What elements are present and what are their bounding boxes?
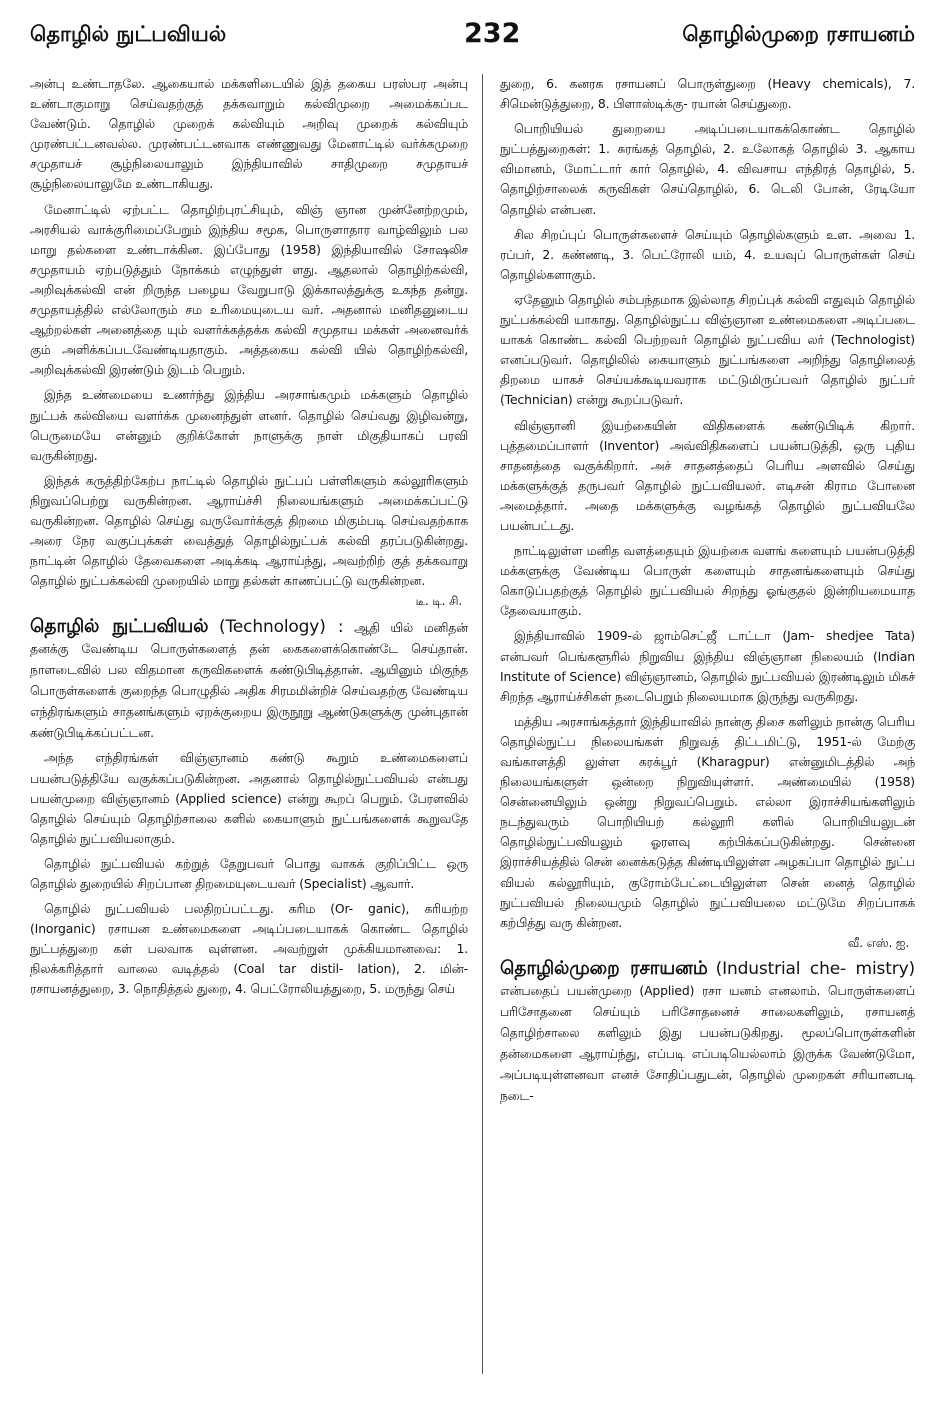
- paragraph-text: மத்திய அரசாங்கத்தார் இந்தியாவில் நான்கு திசை களிலும் நான்கு பெரிய தொழில்நுட்ப நிலையங்கள் நிறுவத் திட்டமிட்டு, 1951-ல் மேற்கு வங்காளத்தி லுள்ள கரக்பூர் (Kharagpur) என்னுமிடத்தில் அந் நிலையங்களுள் ஒன்றை நிறுவியுள்ளர். அண்மையில் (1958) சென்னையிலும் ஒன்று நிறுவப்பெறும். எல்லா இராச்சியங்களிலும் நடந்துவரும் பொறியியற் கல்லூரி களில் பொறியியலுடன் தொழில்நுட்பவியலும் ஓரளவு கற்பிக்கப்படுகின்றது. சென்னை இராச்சியத்தில் சென் னைக்கடுத்த கிண்டியிலுள்ள அழகப்பா தொழில் நுட்ப வியல் கல்லூரியும், குரோம்பேட்டையிலுள்ள சென் னைத் தொழில் நுட்பவியல் நிலையமும் தொழில் நுட்பவியலை மட்டுமே சிறப்பாகக் கற்பித்து வரு கின்றன.: [500, 713, 915, 930]
- paragraph: ஏதேனும் தொழில் சம்பந்தமாக இல்லாத சிறப்புக் கல்வி எதுவும் தொழில் நுட்பக்கல்வி யாகாது. தொழில்நுட்ப விஞ்ஞான உண்மைகளை அடிப்படை யாகக் கொண்ட கல்வி பெற்றவர் தொழில் நுட்பவிய லர் (Technologist) எனப்படுவர். தொழிலில் கையாளும் நுட்பங்களை அறிந்து தொழிலைத் திறமை யாகச் செய்யக்கூடியவராக மட்டுமிருப்பவர் தொழில் நுட்பர் (Technician) என்று கூறப்படுவர்.: [500, 291, 915, 408]
- paragraph: அந்த எந்திரங்கள் விஞ்ஞானம் கண்டு கூறும் உண்மைகளைப் பயன்படுத்தியே வகுக்கப்படுகின்றன. அதனால் தொழில்நுட்பவியல் என்பது பயன்முறை விஞ்ஞானம் (Applied science) என்று கூறப் பெறும். பேரளவில் தொழில் செய்யும் தொழிற்சாலை களில் கையாளும் நுட்பங்களைக் கூறுவதே தொழில் நுட்பவியலாகும்.: [30, 750, 468, 846]
- two-column-body: [30, 74, 915, 1404]
- page-header: [30, 18, 915, 62]
- running-head-left: தொழில் நுட்பவியல்: [30, 22, 227, 46]
- paragraph: விஞ்ஞானி இயற்கையின் விதிகளைக் கண்டுபிடிக் கிறார். புத்தமைப்பாளர் (Inventor) அவ்விதிகளைப் பயன்படுத்தி, ஒரு புதிய சாதனத்தை வகுக்கிறார். அச் சாதனத்தைப் பெரிய அளவில் செய்து மக்களுக்குத் தருபவர் தொழில் நுட்பவியலர். எடிசன் கிராம போனை அமைத்தார். அதை மக்களுக்கு வழங்கத் தொழில் நுட்பவியலே பயன்பட்டது.: [500, 417, 915, 533]
- paragraph: அன்பு உண்டாதலே. ஆகையால் மக்களிடையில் இத் தகைய பரஸ்பர அன்பு உண்டாகுமாறு செய்வதற்குத் தக்கவாறும் கல்விமுறை அமைக்கப்பட வேண்டும். தொழில் முறைக் கல்வியும் அறிவு முறைக் கல்வியும் முரண்பட்டனவல்ல. முரண்பட்டனவாக எண்ணுவது மேனாட்டில் வர்க்கமுறை சமுதாயச் சூழ்நிலையாலும் இந்தியாவில் சாதிமுறை சமுதாயச் சூழ்நிலையாலுமே உண்டாகியது.: [30, 76, 468, 192]
- paragraph-text: இந்தக் கருத்திற்கேற்ப நாட்டில் தொழில் நுட்பப் பள்ளிகளும் கல்லூரிகளும் நிறுவப்பெற்று வருகின்றன. ஆராய்ச்சி நிலையங்களும் அமைக்கப்பட்டு வருகின்றன. தொழில் செய்து வருவோர்க்குத் திறமை மிகும்படி செய்வதற்காக அரை நேர வகுப்புக்கள் வைத்துத் தொழில்நுட்பக் கல்வி தரப்படுகின்றது. நாட்டின் தொழில் தேவைகளை அடிக்கடி ஆராய்ந்து, அவற்றிற் குத் தக்கவாறு தொழில் நுட்பக்கல்வி முறையில் மாறு தல்கள் காணப்பட்டு வருகின்றன.: [30, 472, 468, 589]
- left-column: [30, 74, 468, 1404]
- paragraph: தொழில் நுட்பவியல் கற்றுத் தேறுபவர் பொது வாகக் குறிப்பிட்ட ஒரு தொழில் துறையில் சிறப்பான திறமையுடையவர் (Specialist) ஆவார்.: [30, 855, 468, 891]
- entry-headword-english: (Technology) :: [218, 617, 344, 638]
- paragraph: இந்தியாவில் 1909-ல் ஜாம்செட்ஜீ டாட்டா (Jam- shedjee Tata) என்பவர் பெங்களூரில் நிறுவிய இந்திய விஞ்ஞான நிலையம் (Indian Institute of Science) விஞ்ஞானம், தொழில் நுட்பவியல் இரண்டிலும் மிகச் சிறந்த ஆராய்ச்சிகள் நடைபெறும் நிலையமாக இருந்து வருகிறது.: [500, 628, 915, 704]
- entry-first-paragraph: [500, 958, 915, 1106]
- entry-first-paragraph: [30, 616, 468, 743]
- paragraph: பொறியியல் துறையை அடிப்படையாகக்கொண்ட தொழில் நுட்பத்துறைகள்: 1. சுரங்கத் தொழில், 2. உலோகத் தொழில் 3. ஆகாய விமானம், மோட்டார் கார் தொழில், 4. விவசாய எந்திரத் தொழில், 5. தொழிற்சாலைக் கருவிகள் செய்தொழில், 6. டெலி போன், ரேடியோ தொழில் என்பன.: [500, 121, 915, 217]
- entry-headword-english: (Industrial che- mistry): [715, 958, 915, 979]
- page-number: 232: [464, 18, 521, 49]
- author-initials: வீ. எஸ். ஐ.: [847, 935, 909, 950]
- paragraph: தொழில் நுட்பவியல் பலதிறப்பட்டது. கரிம (Or- ganic), கரியற்ற (Inorganic) ரசாயன உண்மைகளை அடிப்படையாகக் கொண்ட தொழில் நுட்பத்துறை கள் பலவாக வுள்ளன. அவற்றுள் முக்கியமானவை: 1. நிலக்கரித்தார் வாலை வடித்தல் (Coal tar distil- lation), 2. மின்-ரசாயனத்துறை, 3. நொதித்தல் துறை, 4. பெட்ரோலியத்துறை, 5. மருந்து செய்: [30, 901, 468, 997]
- encyclopedia-entry-industrial-chemistry: [500, 958, 915, 1106]
- paragraph: இந்த உண்மையை உணர்ந்து இந்திய அரசாங்கமும் மக்களும் தொழில் நுட்பக் கல்வியை வளர்க்க முனைந்துள் ளனர். தொழில் செய்வது இழிவன்று, பெருமையே என்னும் குறிக்கோள் நாளுக்கு நாள் மிகுதியாகப் பரவி வருகின்றது.: [30, 387, 468, 463]
- entry-headword: தொழில் நுட்பவியல்: [30, 616, 209, 638]
- right-column: [500, 74, 915, 1404]
- paragraph: துறை, 6. கனரக ரசாயனப் பொருள்துறை (Heavy chemicals), 7. சிமென்டுத்துறை, 8. பிளாஸ்டிக்கு- ரயான் செய்துறை.: [500, 76, 915, 112]
- paragraph: நாட்டிலுள்ள மனித வளத்தையும் இயற்கை வளங் களையும் பயன்படுத்தி மக்களுக்கு வேண்டிய பொருள் களையும் சாதனங்களையும் செய்து கொடுப்பதற்குத் தொழில் நுட்பவியல் சிறந்து ஓங்குதல் இன்றியமையாத தேவையாகும்.: [500, 543, 915, 619]
- encyclopedia-entry-technology: [30, 616, 468, 999]
- running-head-right: தொழில்முறை ரசாயனம்: [682, 22, 915, 46]
- column-divider: [482, 74, 483, 1374]
- paragraph: [30, 471, 468, 612]
- paragraph: மேனாட்டில் ஏற்பட்ட தொழிற்புரட்சியும், விஞ் ஞான முன்னேற்றமும், அரசியல் வாக்குரிமைப்பேறும் இந்திய சமூக, பொருளாதார வாழ்விலும் பல மாறு தல்களை உண்டாக்கின. இப்போது (1958) இந்தியாவில் சோஷலிச சமுதாயம் ஏற்படுத்தும் நோக்கம் எழுந்துள் ளது. ஆதலால் தொழிற்கல்வி, அறிவுக்கல்வி என் றிருந்த பழைய வேறுபாடு இக்காலத்துக்கு உகந்த தன்று. சமுதாயத்தில் எல்லோரும் சம உரிமையுடைய வர். அதனால் மனிதனுடைய ஆற்றல்கள் அனைத்தை யும் வளர்க்கத்தக்க கல்வி சமுதாய மக்கள் அனைவர்க் கும் அளிக்கப்படவேண்டியதாகும். அத்தகைய கல்வி யில் தொழிற்கல்வி, அறிவுக்கல்வி இரண்டும் இடம் பெறும்.: [30, 201, 468, 378]
- author-initials: டீ. டி. சி.: [415, 594, 462, 609]
- entry-text: ஆதி யில் மனிதன் தனக்கு வேண்டிய பொருள்களைத் தன் கைகளைக்கொண்டே செய்தான். நாளடைவில் பல விதமான கருவிகளைக் கண்டுபிடித்தான். ஆயினும் மிகுந்த பொருள்களைக் குறைந்த பொழுதில் அதிக சிரமமின்றிச் செய்வதற்கு வேண்டிய எந்திரங்களும் சாதனங்களும் ஏறக்குறைய இருநூறு ஆண்டுகளுக்கு முன்புதான் கண்டுபிடிக்கப்பட்டன.: [30, 620, 468, 741]
- entry-text: என்பதைப் பயன்முறை (Applied) ரசா யனம் எனலாம். பொருள்களைப் பரிசோதனை செய்யும் பரிசோதனைச் சாலைகளிலும், ரசாயனத் தொழிற்சாலை களிலும் இது பயன்படுகிறது. மூலப்பொருள்களின் தன்மைகளை ஆராய்ந்து, எப்படி எப்படியெல்லாம் இருக்க வேண்டுமோ, அப்படியுள்ளனவா எனச் சோதிப்பதுடன், தொழில் முறைகள் சரியானபடி நடை-: [500, 982, 915, 1103]
- paragraph: [500, 712, 915, 953]
- entry-headword: தொழில்முறை ரசாயனம்: [500, 957, 708, 979]
- paragraph: சில சிறப்புப் பொருள்களைச் செய்யும் தொழில்களும் உள. அவை 1. ரப்பர், 2. கண்ணடி, 3. பெட்ரோலி யம், 4. உயவுப் பொருள்கள் செய் தொழில்களாகும்.: [500, 226, 915, 282]
